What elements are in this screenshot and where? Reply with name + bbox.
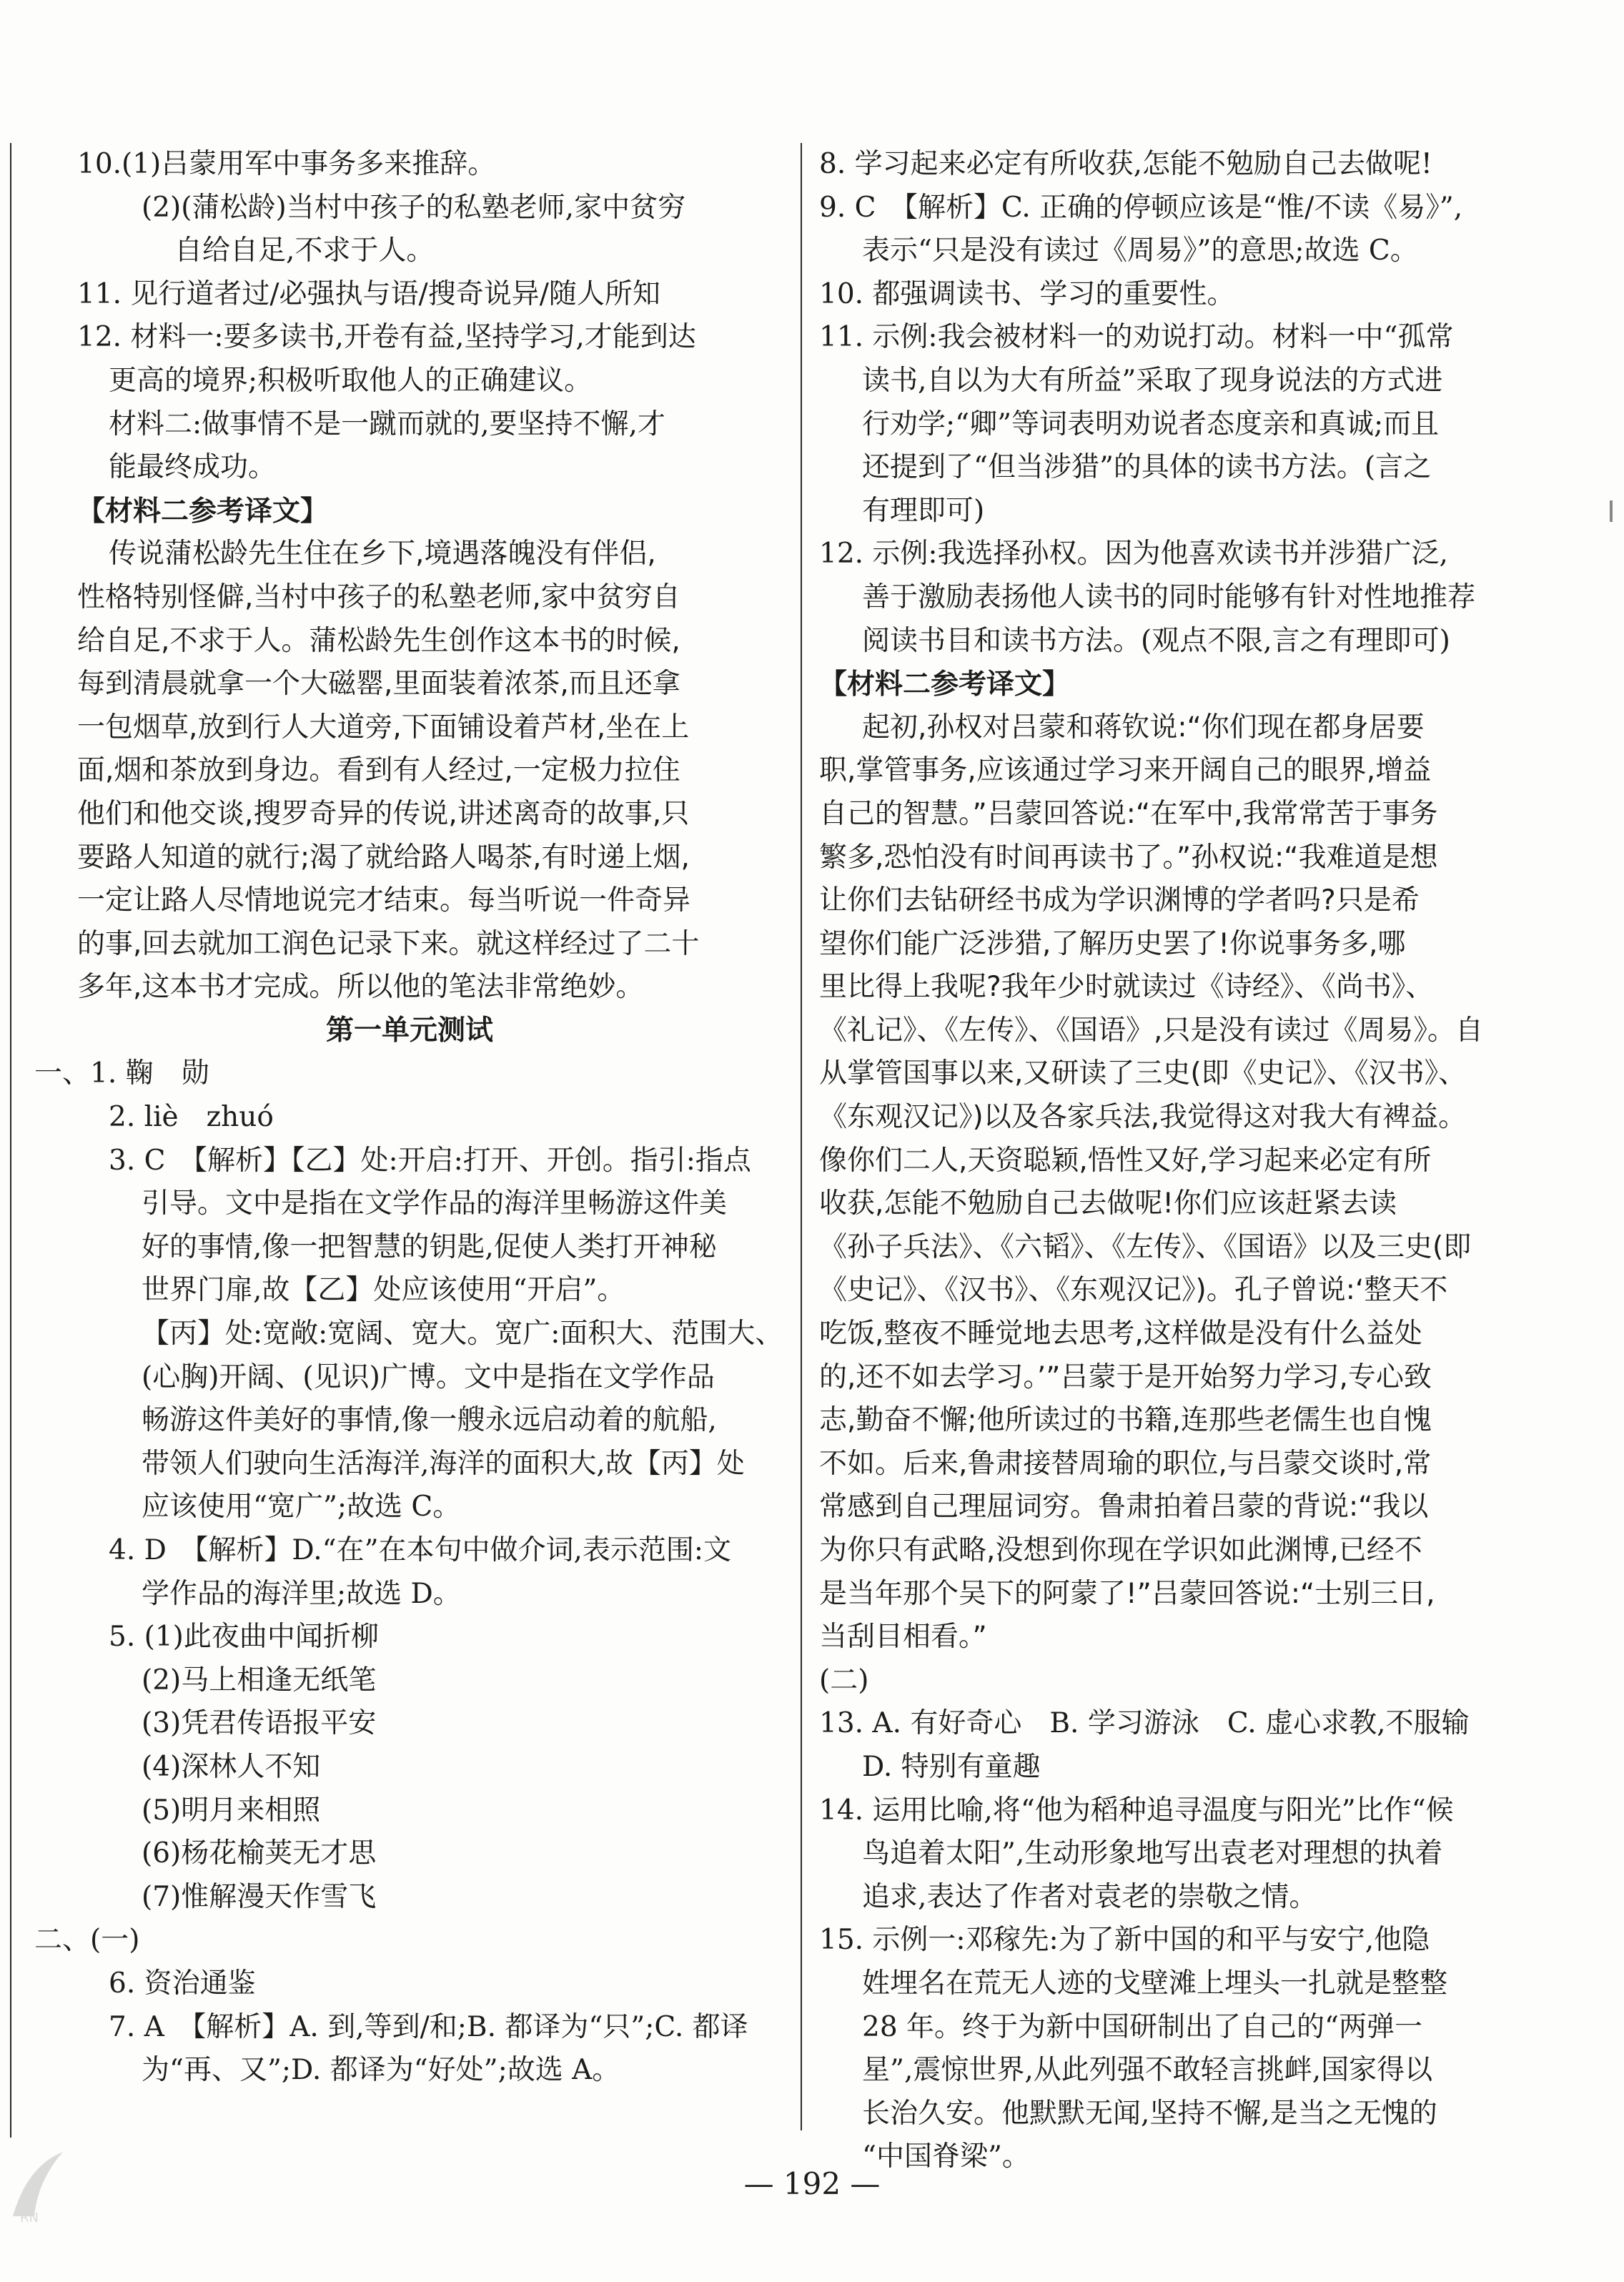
left-line: 【丙】处:宽敞:宽阔、宽大。宽广:面积大、范围大、 <box>142 1318 783 1350</box>
right-line: 起初,孙权对吕蒙和蒋钦说:“你们现在都身居要 <box>862 711 1425 744</box>
publisher-logo-icon <box>6 2138 70 2223</box>
left-line: 4. D 【解析】D.“在”在本句中做介词,表示范围:文 <box>109 1534 732 1566</box>
right-line: 善于激励表扬他人读书的同时能够有针对性地推荐 <box>862 581 1476 613</box>
right-line: 13. A. 有好奇心 B. 学习游泳 C. 虚心求教,不服输 <box>819 1707 1470 1740</box>
right-line: 志,勤奋不懈;他所读过的书籍,连那些老儒生也自愧 <box>819 1404 1432 1437</box>
left-line: 为“再、又”;D. 都译为“好处”;故选 A。 <box>142 2054 620 2087</box>
left-line: 的事,回去就加工润色记录下来。就这样经过了二十 <box>77 927 700 960</box>
right-line: 为你只有武略,没想到你现在学识如此渊博,已经不 <box>819 1534 1422 1566</box>
left-line: 第一单元测试 <box>325 1014 493 1047</box>
right-column <box>819 143 1598 2179</box>
right-line: 【材料二参考译文】 <box>819 668 1071 701</box>
right-line: 像你们二人,天资聪颖,悟性又好,学习起来必定有所 <box>819 1144 1432 1177</box>
left-line: 二、(一) <box>34 1924 140 1957</box>
page-number: — 192 — <box>743 2166 881 2201</box>
left-line: 材料二:做事情不是一蹴而就的,要坚持不懈,才 <box>109 408 665 440</box>
right-line: 《东观汉记》)以及各家兵法,我觉得这对我大有裨益。 <box>819 1101 1467 1134</box>
right-line: 星”,震惊世界,从此列强不敢轻言挑衅,国家得以 <box>862 2054 1433 2087</box>
left-line: 【材料二参考译文】 <box>77 494 329 528</box>
right-line: 从掌管国事以来,又研读了三史(即《史记》、《汉书》、 <box>819 1057 1467 1090</box>
right-line: 14. 运用比喻,将“他为稻种追寻温度与阳光”比作“候 <box>819 1794 1454 1827</box>
left-line: 5. (1)此夜曲中闻折柳 <box>109 1621 379 1654</box>
right-line: 《史记》、《汉书》、《东观汉记》)。孔子曾说:‘整天不 <box>819 1274 1448 1307</box>
left-line: (4)深林人不知 <box>142 1750 321 1783</box>
right-line: 有理即可) <box>862 494 985 527</box>
right-line: 繁多,恐怕没有时间再读书了。”孙权说:“我难道是想 <box>819 841 1438 874</box>
right-line: 的,还不如去学习。’”吕蒙于是开始努力学习,专心致 <box>819 1360 1432 1393</box>
scan-mark <box>1610 500 1613 522</box>
right-line: D. 特别有童趣 <box>862 1750 1041 1783</box>
left-line: 给自足,不求于人。蒲松龄先生创作这本书的时候, <box>77 624 680 657</box>
right-line: 望你们能广泛涉猎,了解历史罢了!你说事务多,哪 <box>819 927 1406 960</box>
right-line: (二) <box>819 1664 869 1696</box>
left-margin-rule <box>10 143 11 2138</box>
right-line: 8. 学习起来必定有所收获,怎能不勉励自己去做呢! <box>819 148 1432 180</box>
right-line: “中国脊梁”。 <box>862 2140 1030 2173</box>
right-line: 读书,自以为大有所益”采取了现身说法的方式进 <box>862 364 1443 397</box>
right-line: 鸟追着太阳”,生动形象地写出袁老对理想的执着 <box>862 1837 1443 1870</box>
right-line: 长治久安。他默默无闻,坚持不懈,是当之无愧的 <box>862 2097 1437 2130</box>
left-line: 7. A 【解析】A. 到,等到/和;B. 都译为“只”;C. 都译 <box>109 2010 748 2043</box>
left-line: 面,烟和茶放到身边。看到有人经过,一定极力拉住 <box>77 754 680 787</box>
right-line: 《孙子兵法》、《六韬》、《左传》、《国语》以及三史(即 <box>819 1230 1472 1263</box>
right-line: 10. 都强调读书、学习的重要性。 <box>819 277 1235 310</box>
left-line: 更高的境界;积极听取他人的正确建议。 <box>109 364 593 397</box>
right-line: 9. C 【解析】C. 正确的停顿应该是“惟/不读《易》”, <box>819 191 1463 224</box>
right-line: 吃饭,整夜不睡觉地去思考,这样做是没有什么益处 <box>819 1318 1422 1350</box>
left-line: (7)惟解漫天作雪飞 <box>142 1880 377 1913</box>
left-line: (心胸)开阔、(见识)广博。文中是指在文学作品 <box>142 1360 715 1393</box>
left-line: 12. 材料一:要多读书,开卷有益,坚持学习,才能到达 <box>77 321 696 354</box>
left-line: 应该使用“宽广”;故选 C。 <box>142 1491 461 1523</box>
right-line: 《礼记》、《左传》、《国语》,只是没有读过《周易》。自 <box>819 1014 1483 1047</box>
right-line: 不如。后来,鲁肃接替周瑜的职位,与吕蒙交谈时,常 <box>819 1447 1432 1480</box>
left-line: 2. liè zhuó <box>109 1101 274 1134</box>
left-line: 能最终成功。 <box>109 451 277 484</box>
right-line: 15. 示例一:邓稼先:为了新中国的和平与安宁,他隐 <box>819 1924 1430 1957</box>
left-line: 一包烟草,放到行人大道旁,下面铺设着芦材,坐在上 <box>77 711 690 744</box>
left-line: 带领人们驶向生活海洋,海洋的面积大,故【丙】处 <box>142 1447 745 1480</box>
right-line: 收获,怎能不勉励自己去做呢!你们应该赶紧去读 <box>819 1187 1397 1220</box>
left-line: 一定让路人尽情地说完才结束。每当听说一件奇异 <box>77 884 691 917</box>
left-line: 世界门扉,故【乙】处应该使用“开启”。 <box>142 1274 625 1307</box>
right-line: 还提到了“但当涉猎”的具体的读书方法。(言之 <box>862 451 1432 484</box>
left-line: 性格特别怪僻,当村中孩子的私塾老师,家中贫穷自 <box>77 581 680 613</box>
right-line: 里比得上我呢?我年少时就读过《诗经》、《尚书》、 <box>819 971 1434 1004</box>
left-column <box>34 143 785 2093</box>
right-line: 让你们去钻研经书成为学识渊博的学者吗?只是希 <box>819 884 1420 917</box>
column-divider <box>801 143 802 2130</box>
left-line: (3)凭君传语报平安 <box>142 1707 377 1740</box>
left-line: 6. 资治通鉴 <box>109 1967 256 2000</box>
right-line: 12. 示例:我选择孙权。因为他喜欢读书并涉猎广泛, <box>819 538 1448 570</box>
left-line: (6)杨花榆荚无才思 <box>142 1837 377 1870</box>
left-line: 要路人知道的就行;渴了就给路人喝茶,有时递上烟, <box>77 841 690 874</box>
left-line: 多年,这本书才完成。所以他的笔法非常绝妙。 <box>77 971 644 1004</box>
right-line: 行劝学;“卿”等词表明劝说者态度亲和真诚;而且 <box>862 408 1440 440</box>
left-line: 引导。文中是指在文学作品的海洋里畅游这件美 <box>142 1187 728 1220</box>
right-line: 姓埋名在荒无人迹的戈壁滩上埋头一扎就是整整 <box>862 1967 1448 2000</box>
left-line: (5)明月来相照 <box>142 1794 321 1827</box>
left-line: 10.(1)吕蒙用军中事务多来推辞。 <box>77 148 496 180</box>
right-line: 追求,表达了作者对袁老的崇敬之情。 <box>862 1880 1317 1913</box>
left-line: 一、1. 鞠 勋 <box>34 1057 209 1090</box>
right-line: 28 年。终于为新中国研制出了自己的“两弹一 <box>862 2010 1422 2043</box>
right-line: 11. 示例:我会被材料一的劝说打动。材料一中“孤常 <box>819 321 1454 354</box>
left-line: 学作品的海洋里;故选 D。 <box>142 1577 461 1610</box>
right-line: 是当年那个吴下的阿蒙了!”吕蒙回答说:“士别三日, <box>819 1577 1435 1610</box>
left-line: 11. 见行道者过/必强执与语/搜奇说异/随人所知 <box>77 277 660 310</box>
right-line: 自己的智慧。”吕蒙回答说:“在军中,我常常苦于事务 <box>819 797 1438 830</box>
left-line: (2)马上相逢无纸笔 <box>142 1664 377 1696</box>
left-line: 传说蒲松龄先生住在乡下,境遇落魄没有伴侣, <box>109 538 656 570</box>
right-line: 常感到自己理屈词穷。鲁肃拍着吕蒙的背说:“我以 <box>819 1491 1429 1523</box>
right-line: 阅读书目和读书方法。(观点不限,言之有理即可) <box>862 624 1450 657</box>
left-line: 他们和他交谈,搜罗奇异的传说,讲述离奇的故事,只 <box>77 797 690 830</box>
right-line: 表示“只是没有读过《周易》”的意思;故选 C。 <box>862 234 1418 267</box>
left-line: 好的事情,像一把智慧的钥匙,促使人类打开神秘 <box>142 1230 717 1263</box>
left-line: 每到清晨就拿一个大磁罂,里面装着浓茶,而且还拿 <box>77 668 680 701</box>
right-line: 职,掌管事务,应该通过学习来开阔自己的眼界,增益 <box>819 754 1432 787</box>
left-line: 3. C 【解析】【乙】处:开启:打开、开创。指引:指点 <box>109 1144 751 1177</box>
left-line: 自给自足,不求于人。 <box>174 234 435 267</box>
left-line: 畅游这件美好的事情,像一艘永远启动着的航船, <box>142 1404 717 1437</box>
svg-text:RN: RN <box>20 2211 39 2223</box>
left-line: (2)(蒲松龄)当村中孩子的私塾老师,家中贫穷 <box>142 191 686 224</box>
right-line: 当刮目相看。” <box>819 1621 987 1654</box>
